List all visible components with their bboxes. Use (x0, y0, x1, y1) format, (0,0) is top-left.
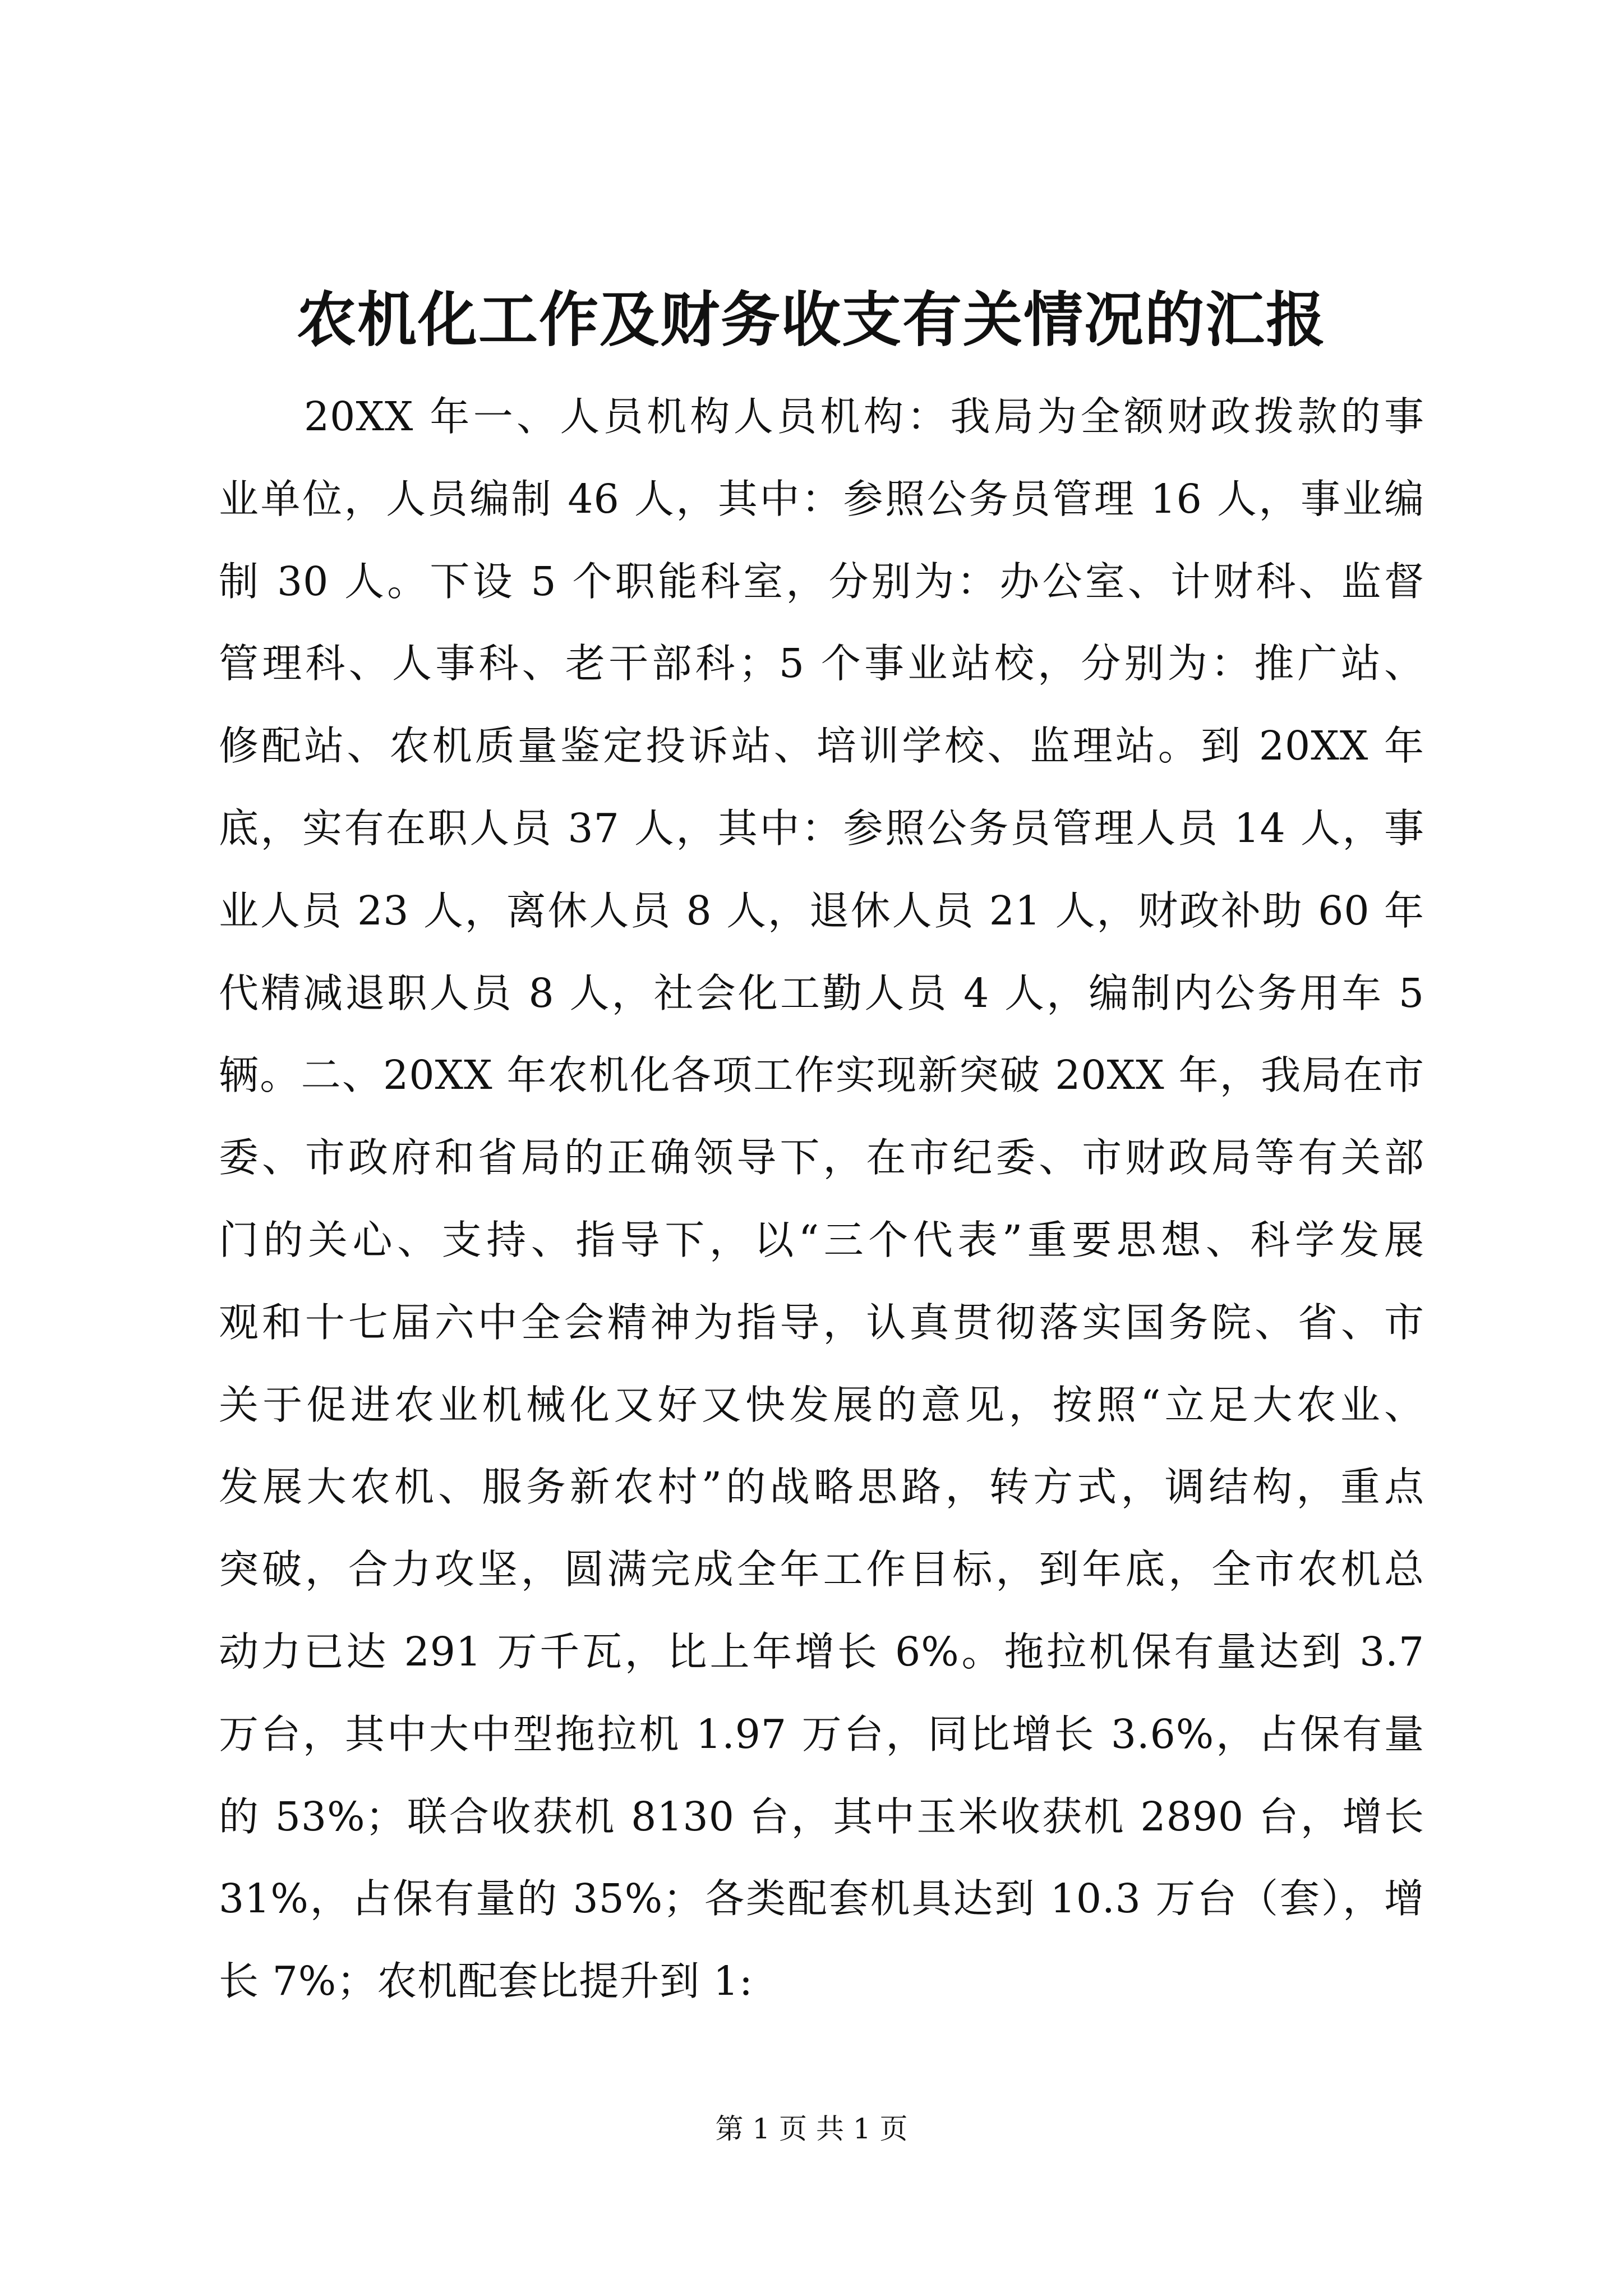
body-line: 委、市政府和省局的正确领导下，在市纪委、市财政局等有关部 (219, 1134, 1424, 1181)
body-line: 修配站、农机质量鉴定投诉站、培训学校、监理站。到 20XX 年 (219, 723, 1424, 770)
body-line: 万台，其中大中型拖拉机 1.97 万台，同比增长 3.6%，占保有量 (219, 1710, 1424, 1757)
body-line: 代精减退职人员 8 人，社会化工勤人员 4 人，编制内公务用车 5 (219, 969, 1424, 1016)
body-line: 业单位，人员编制 46 人，其中：参照公务员管理 16 人，事业编 (219, 475, 1424, 522)
body-line: 业人员 23 人，离休人员 8 人，退休人员 21 人，财政补助 60 年 (219, 887, 1424, 934)
body-line: 20XX 年一、人员机构人员机构：我局为全额财政拨款的事 (304, 393, 1424, 440)
body-line: 观和十七届六中全会精神为指导，认真贯彻落实国务院、省、市 (219, 1299, 1424, 1346)
body-line: 底，实有在职人员 37 人，其中：参照公务员管理人员 14 人，事 (219, 804, 1424, 852)
body-line: 31%，占保有量的 35%；各类配套机具达到 10.3 万台（套），增 (219, 1875, 1424, 1922)
body-line: 动力已达 291 万千瓦，比上年增长 6%。拖拉机保有量达到 3.7 (219, 1628, 1424, 1675)
body-line: 关于促进农业机械化又好又快发展的意见，按照“立足大农业、 (219, 1381, 1424, 1428)
body-line: 发展大农机、服务新农村”的战略思路，转方式，调结构，重点 (219, 1464, 1424, 1511)
document-title: 农机化工作及财务收支有关情况的汇报 (297, 284, 1326, 355)
document-body (219, 376, 1424, 2023)
body-line: 突破，合力攻坚，圆满完成全年工作目标，到年底，全市农机总 (219, 1546, 1424, 1593)
body-line: 管理科、人事科、老干部科；5 个事业站校，分别为：推广站、 (219, 640, 1424, 687)
body-line: 长 7%；农机配套比提升到 1: (219, 1958, 753, 2005)
body-line: 制 30 人。下设 5 个职能科室，分别为：办公室、计财科、监督 (219, 558, 1424, 605)
page-footer: 第 1 页 共 1 页 (715, 2113, 908, 2145)
body-line: 门的关心、支持、指导下，以“三个代表”重要思想、科学发展 (219, 1216, 1424, 1263)
body-line: 的 53%；联合收获机 8130 台，其中玉米收获机 2890 台，增长 (219, 1793, 1424, 1840)
body-line: 辆。二、20XX 年农机化各项工作实现新突破 20XX 年，我局在市 (219, 1052, 1424, 1099)
